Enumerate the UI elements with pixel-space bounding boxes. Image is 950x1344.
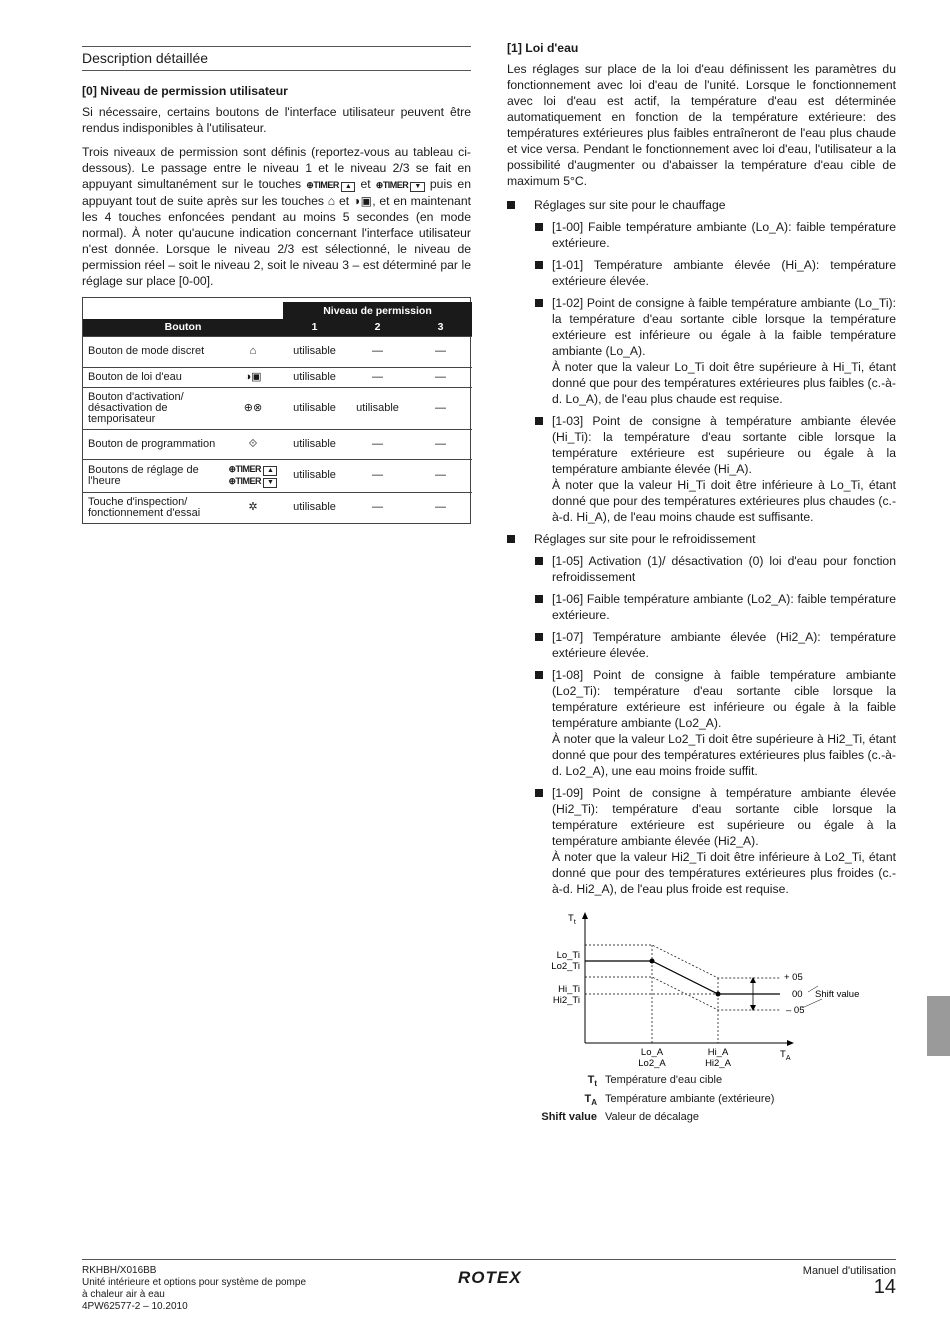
permission-group-header: Niveau de permission xyxy=(283,302,472,319)
timer-down-key-icon: ⊕TIMER ▼ xyxy=(376,180,425,190)
column-header-button: Bouton xyxy=(83,319,283,336)
legend-item: Shift value Valeur de décalage xyxy=(541,1111,699,1124)
timer-up-key-icon: ⊕TIMER ▲ xyxy=(306,180,355,190)
legend-item: $T_t$ Température d'eau cible xyxy=(587,1074,723,1089)
table-row: Bouton de loi d'eau ◑▣ utilisable — — xyxy=(83,367,472,387)
zero-label: 00 xyxy=(792,989,803,1000)
list-item: Réglages sur site pour le chauffage xyxy=(507,197,896,213)
x-axis-label: $T_A$ xyxy=(780,1049,791,1062)
plus05-label: + 05 xyxy=(784,972,803,983)
permission-table xyxy=(82,297,471,524)
column-header-level: 1 xyxy=(283,319,346,336)
lo2-a-label: Lo2_A xyxy=(638,1058,666,1069)
table-row: Touche d'inspection/ fonctionnement d'essai ✲ utilisable — — xyxy=(83,492,472,523)
list-item: Réglages sur site pour le refroidissement xyxy=(507,531,896,547)
hi2-ti-label: Hi2_Ti xyxy=(552,995,580,1006)
lo2-ti-label: Lo2_Ti xyxy=(551,961,580,972)
section-title: Description détaillée xyxy=(82,46,471,71)
list-item: [1-05] Activation (1)/ désactivation (0) loi d'eau pour fonction refroidissement xyxy=(507,553,896,585)
footer-info: RKHBH/X016BB Unité intérieure et options pour système de pompe à chaleur air à eau 4PW62577-2 – 10.2010 xyxy=(82,1265,307,1312)
list-item: [1-03] Point de consigne à température ambiante élevée (Hi_Ti): la température d'eau sortante cible lorsque la température extérieure est supérieure ou égale à la température ambiante élevée (Hi_A). À noter que la valeur Hi_Ti doit être inférieure à Lo_Ti, étant donné que pour des températures extérieures plus chaudes (c.-à-d. Hi_A), de l'eau moins chaude est suffisante. xyxy=(507,413,896,525)
brand-logo: ROTEX xyxy=(458,1268,522,1287)
list-item: [1-07] Température ambiante élevée (Hi2_A): température extérieure élevée. xyxy=(507,629,896,661)
paragraph-intro: Si nécessaire, certains boutons de l'interface utilisateur peuvent être rendus indisponibles à l'utilisateur. xyxy=(82,105,471,135)
table-row: Bouton de mode discret ⌂ utilisable — — xyxy=(83,336,472,367)
heading-weather-dependent: [1] Loi d'eau xyxy=(507,41,579,55)
hi-ti-label: Hi_Ti xyxy=(558,984,580,995)
y-axis-label: $T_t$ xyxy=(568,913,576,926)
table-row: Bouton d'activation/ désactivation de temporisateur ⊕⊗ utilisable utilisable — xyxy=(83,387,472,429)
heading-permission: [0] Niveau de permission utilisateur xyxy=(82,84,288,98)
column-header-level: 2 xyxy=(346,319,409,336)
minus05-label: – 05 xyxy=(786,1005,805,1016)
diagram-legend xyxy=(507,1073,774,1125)
list-item: [1-09] Point de consigne à température ambiante élevée (Hi2_Ti): température d'eau sortante cible lorsque la température extérieure est supérieure ou égale à la température ambiante élevée (Hi2_A). À noter que la valeur Hi2_Ti doit être inférieure à Lo2_Ti, étant donné que pour des températures extérieures plus froides (c.-à-d. Hi2_A), de l'eau plus froide est requise. xyxy=(507,785,896,897)
list-item: [1-01] Température ambiante élevée (Hi_A): température extérieure élevée. xyxy=(507,257,896,289)
paragraph-levels: Trois niveaux de permission sont définis (reportez-vous au tableau ci-dessous). Le passage entre le niveau 1 et le niveau 2/3 se fait en appuyant simultanément sur le touches ⊕TIMER ▲ et ⊕TIMER ▼ puis en appuyant tout de suite après sur les touches ⌂ et ◑▣, et en maintenant les 4 touches enfoncées pendant au moins 5 secondes (en mode normal). À noter qu'aucune indication concernant l'interface utilisateur n'est donnée. Lorsque le niveau 2/3 est sélectionné, le niveau de permission réel – soit le niveau 2, soit le niveau 3 – est déterminé par le réglage sur place [0-00]. xyxy=(82,145,471,288)
list-item: [1-02] Point de consigne à faible température ambiante (Lo_Ti): la température d'eau sortante cible lorsque la température extérieure est inférieure ou égale à la faible température ambiante (Lo_A). À noter que la valeur Lo_Ti doit être supérieure à Hi_Ti, étant donné que pour des températures extérieures plus faibles (c.-à-d. Lo_A), de l'eau plus chaude est requise. xyxy=(507,295,896,407)
timer-onoff-icon: ⊕⊗ xyxy=(223,387,283,429)
list-item: [1-06] Faible température ambiante (Lo2_A): faible température extérieure. xyxy=(507,591,896,623)
list-item: [1-00] Faible température ambiante (Lo_A): faible température extérieure. xyxy=(507,219,896,251)
hi-a-label: Hi_A xyxy=(707,1047,729,1058)
manual-title: Manuel d'utilisation xyxy=(802,1265,896,1277)
lo-a-label: Lo_A xyxy=(640,1047,664,1058)
chapter-tab-marker xyxy=(927,996,950,1056)
table-row: Boutons de réglage de l'heure ⊕TIMER ▲ ⊕TIMER ▼ utilisable — — xyxy=(83,459,472,492)
inspection-icon: ✲ xyxy=(223,492,283,523)
weather-dependent-icon: ◑▣ xyxy=(352,194,373,208)
footer-divider xyxy=(82,1259,896,1260)
programming-icon: ⟐ xyxy=(223,429,283,459)
weather-dependent-icon: ◑▣ xyxy=(223,367,283,387)
paragraph-weather-intro: Les réglages sur place de la loi d'eau définissent les paramètres du fonctionnement avec loi d'eau de l'unité. Lorsque le fonctionnement avec loi d'eau est actif, la température d'eau est déterminée automatiquement en fonction de la température extérieure: des températures extérieures plus faibles entraîneront de l'eau plus chaude et vice versa. Pendant le fonctionnement avec loi d'eau, l'utilisateur a la possibilité d'augmenter ou d'abaisser la température d'eau cible de maximum 5°C. xyxy=(507,62,896,188)
legend-item: $T_A$ Température ambiante (extérieure) xyxy=(584,1092,775,1107)
quiet-mode-icon: ⌂ xyxy=(327,194,336,208)
right-column xyxy=(507,41,896,903)
lo-ti-label: Lo_Ti xyxy=(556,950,580,961)
hi2-a-label: Hi2_A xyxy=(705,1058,731,1069)
quiet-mode-icon: ⌂ xyxy=(223,336,283,367)
weather-dependent-diagram xyxy=(540,908,880,1073)
table-row: Bouton de programmation ⟐ utilisable — — xyxy=(83,429,472,459)
shift-value-label: Shift value xyxy=(815,989,860,1000)
list-item: [1-08] Point de consigne à faible température ambiante (Lo2_Ti): température d'eau sortante cible lorsque la température extérieure est inférieure ou égale à la faible température ambiante (Lo2_A). À noter que la valeur Lo2_Ti doit être supérieure à Hi2_Ti, étant donné que pour des températures extérieures plus faibles (c.-à-d. Lo2_A), une eau moins froide suffit. xyxy=(507,667,896,779)
page-number: 14 xyxy=(873,1276,896,1298)
time-adjust-icon: ⊕TIMER ▲ ⊕TIMER ▼ xyxy=(223,459,283,492)
left-column xyxy=(82,46,471,524)
column-header-level: 3 xyxy=(409,319,472,336)
